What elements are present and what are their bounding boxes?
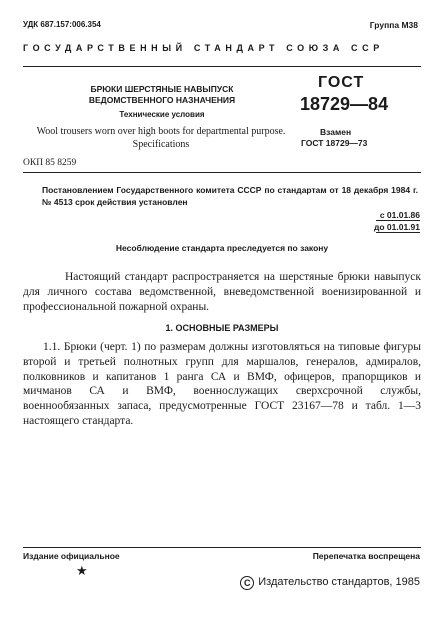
from-underline xyxy=(376,220,420,221)
bottom-rule xyxy=(23,547,421,548)
section-heading: 1. ОСНОВНЫЕ РАЗМЕРЫ xyxy=(165,323,279,333)
section-paragraph: 1.1. Брюки (черт. 1) по размерам должны изготовляться на типовые фигуры второй и третьей полнотных групп для маршалов, генералов, адмиралов, полковников и капитанов 1 ранга СА и ВМФ, офицеров, прапорщиков и мичманов СА и ВМФ, военнослужащих сверхсрочной службы, военнообязанных запаса, предусмотренные ГОСТ 23167—78 и табл. 1—3 настоящего стандарта. xyxy=(23,341,421,427)
middle-rule xyxy=(23,172,421,173)
legal-warning: Несоблюдение стандарта преследуется по закону xyxy=(115,243,329,253)
star-icon: ★ xyxy=(76,563,88,578)
title-russian: БРЮКИ ШЕРСТЯНЫЕ НАВЫПУСК ВЕДОМСТВЕННОГО НАЗНАЧЕНИЯ xyxy=(88,84,236,105)
replaces-value: ГОСТ 18729—73 xyxy=(301,138,368,148)
effective-from: с 01.01.86 xyxy=(379,210,420,220)
standard-banner: ГОСУДАРСТВЕННЫЙ СТАНДАРТ СОЮЗА ССР xyxy=(23,43,384,53)
official-edition: Издание официальное xyxy=(23,551,120,561)
gost-label: ГОСТ xyxy=(318,74,365,91)
replaces-label: Взамен xyxy=(320,127,352,137)
effective-to: до 01.01.91 xyxy=(373,222,420,232)
decree-text: Постановлением Государственного комитета СССР по стандартам от 18 декабря 1984 г. № 4513 срок действия установлен xyxy=(42,185,418,207)
okp-code: ОКП 85 8259 xyxy=(23,158,77,168)
copyright-line xyxy=(240,576,420,590)
copyright-text: Издательство стандартов, 1985 xyxy=(258,576,420,588)
subtitle-russian: Технические условия xyxy=(119,110,205,119)
top-rule xyxy=(23,66,421,67)
title-english: Wool trousers worn over high boots for departmental purpose. Specifications xyxy=(36,126,286,150)
to-underline xyxy=(376,232,420,233)
copyright-icon: C xyxy=(240,576,254,590)
intro-paragraph: Настоящий стандарт распространяется на шерстяные брюки навыпуск для личного состава ведомственной, вневедомственной военизированной и профессиональной пожарной охраны. xyxy=(23,271,421,313)
reprint-notice: Перепечатка воспрещена xyxy=(312,551,420,561)
udk-code: УДК 687.157:006.354 xyxy=(23,20,101,29)
group-code: Группа М38 xyxy=(369,20,418,30)
gost-number: 18729—84 xyxy=(300,94,389,114)
